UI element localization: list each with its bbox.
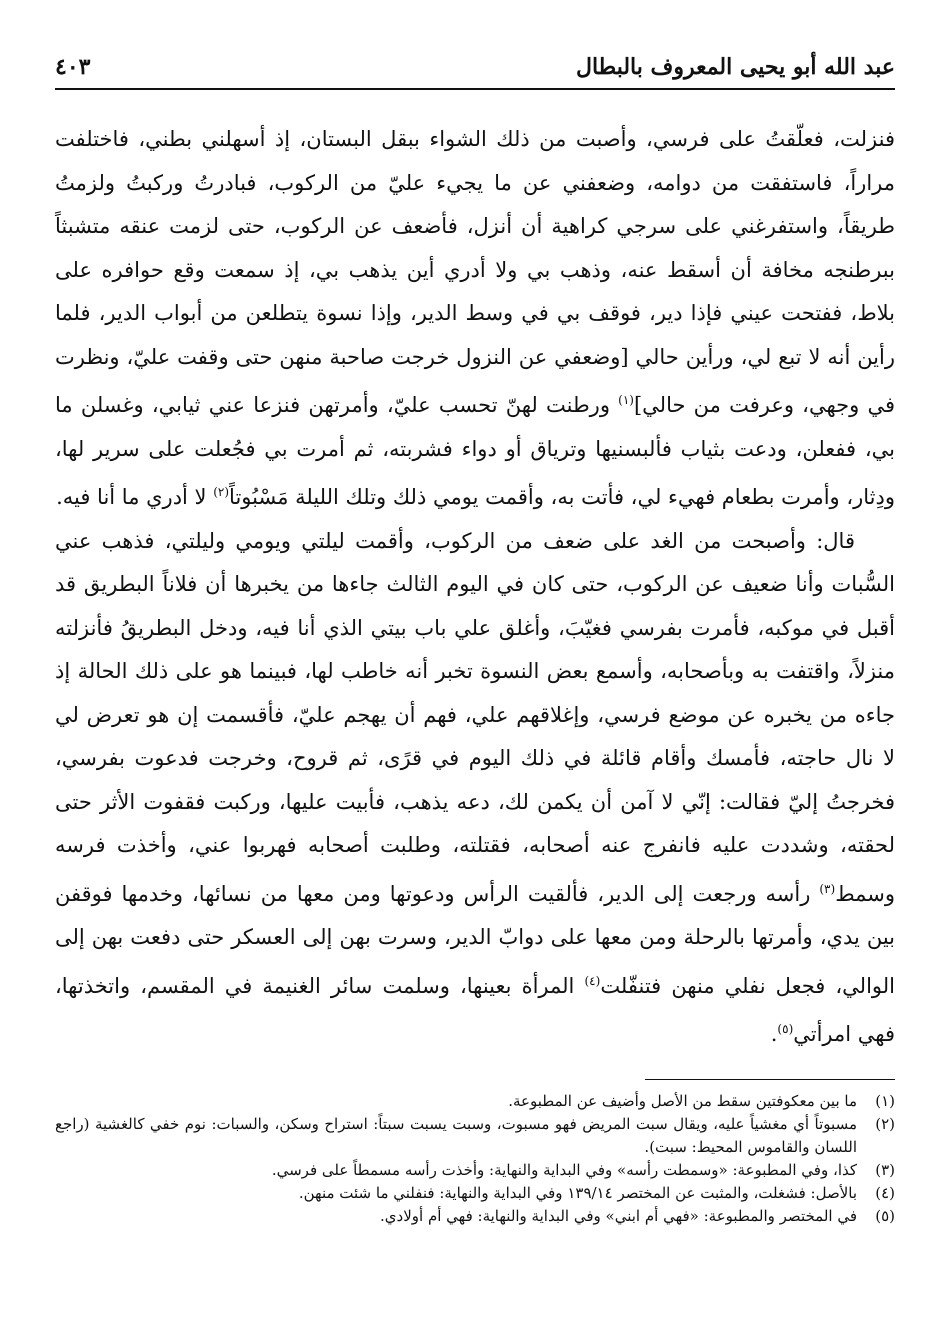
main-text [55,118,895,1057]
footnote [55,1113,895,1159]
footnote-ref[interactable]: (٤) [584,973,601,988]
footnote-text: كذا، وفي المطبوعة: «وسمطت رأسه» وفي البداية والنهاية: وأخذت رأسه مسمطاً على فرسي. [271,1160,857,1179]
footnote-number: (٤) [875,1183,895,1202]
footnote-ref[interactable]: (٢) [213,485,230,499]
text-run: قال: وأصبحت من الغد على ضعف من الركوب، وأقمت ليلتي ويومي وليلتي، فذهب عني السُّبات وأنا ضعيف عن الركوب، حتى كان في اليوم الثالث جاءها من يخبرها أن فلاناً البطريق قد أقبل في موكبه، فأمرت بفرسي فغيّبَ، وأغلق علي باب بيتي الذي أنا فيه، ودخل البطريقُ فأنزلته منزلاً، واقتفت به وبأصحابه، وأسمع بعض النسوة تخبر أنه خاطب لها، فبينما هو على ذلك الحالة إذ جاءه من يخبره عن موضع فرسي، وإغلاقهم علي، فهم أن يهجم عليّ، فأقسمت إن هو تعرض لي لا نال حاجته، فأمسك وأقام قائلة في ذلك اليوم في قرًى، ثم قروح، وخرجت فدعوت بفرسي، فخرجتُ إليّ فقالت: إنّي لا آمن أن يكمن لك، دعه يذهب، فأبيت عليها، وركبت فقفوت الأثر حتى لحقته، وشددت عليه فانفرج عنه أصحابه، فقتلته، وطلبت أصحابه فهربوا عني، وأخذت فرسه وسمط [55,528,895,906]
page-number: ٤٠٣ [55,54,91,80]
footnote-text: في المختصر والمطبوعة: «فهي أم ابني» وفي البداية والنهاية: فهي أم أولادي. [380,1206,857,1225]
footnote [55,1159,895,1182]
text-run: المرأة بعينها، وسلمت سائر الغنيمة في المقسم، واتخذتها، فهي امرأتي [55,973,895,1046]
paragraph [55,118,895,520]
text-run: لا أدري ما أنا فيه. [56,485,214,509]
footnote-ref[interactable]: (١) [618,393,634,407]
running-header [55,40,895,90]
paragraph [55,520,895,1057]
footnote [55,1182,895,1205]
text-run: ورطنت لهنّ تحسب عليّ، وأمرتهن فنزعا عني ثيابي، وغسلن ما بي، ففعلن، ودعت بثياب فألبسنيها وترياق أو دواء فشربته، ثم أمرت بي فجُعلت على سرير لها، ودِثار، وأمرت بطعام فهيء لي، فأتت به، وأقمت يومي ذلك وتلك الليلة مَسْبُوتاً [55,393,895,509]
footnote-ref[interactable]: (٣) [819,881,836,896]
footnote-separator [645,1079,895,1080]
footnotes [55,1090,895,1228]
header-rule [55,88,895,90]
footnote-text: بالأصل: فشغلت، والمثبت عن المختصر ١٣٩/١٤ وفي البداية والنهاية: فنفلني ما شئت منهن. [298,1183,857,1202]
book-page [55,40,895,1300]
footnote-number: (٥) [875,1206,895,1225]
footnote-text: ما بين معكوفتين سقط من الأصل وأضيف عن المطبوعة. [508,1091,857,1110]
footnote [55,1205,895,1228]
footnote-text: مسبوتاً أي مغشياً عليه، ويقال سبت المريض فهو مسبوت، وسبت يسبت سبتاً: استراح وسكن، والسبات: نوم خفي كالغشية (راجع اللسان والقاموس المحيط: سبت). [55,1114,857,1156]
text-run: فنزلت، فعلّقتُ على فرسي، وأصبت من ذلك الشواء ببقل البستان، إذ أسهلني بطني، فاختلفت مراراً، فاستفقت من دوامه، وضعفني عن ما يجيء عليّ من الركوب، فبادرتُ وركبتُ ولزمتُ طريقاً، واستفرغني على سرجي كراهية أن أنزل، فأضعف عن الركوب، حتى لزمت عنقه متشبثاً ببرطنجه مخافة أن أسقط عنه، وذهب بي ولا أدري أين يذهب بي، إذ سمعت وقع حوافره على بلاط، ففتحت عيني فإذا دير، فوقف بي في وسط الدير، وإذا نسوة يتطلعن من أبواب الدير، فلما رأين أنه لا تبع لي، ورأين حالي [وضعفي عن النزول خرجت صاحبة منهن حتى وقفت عليّ، ونظرت في وجهي، وعرفت من حالي] [55,127,895,417]
footnote-ref[interactable]: (٥) [777,1022,794,1036]
text-run: . [770,1022,778,1046]
running-title: عبد الله أبو يحيى المعروف بالبطال [575,54,895,80]
footnote-number: (٢) [875,1114,895,1133]
footnote [55,1090,895,1113]
footnote-number: (٣) [875,1160,895,1179]
footnote-number: (١) [875,1091,895,1110]
text-run: رأسه ورجعت إلى الدير، فألقيت الرأس ودعوتها ومن معها من نسائها، وخدمها فوقفن بين يدي، وأمرتها بالرحلة ومن معها على دوابّ الدير، وسرت بهن إلى العسكر حتى دفعت بهن إلى الوالي، فجعل نفلي منهن فتنفّلت [55,881,895,998]
